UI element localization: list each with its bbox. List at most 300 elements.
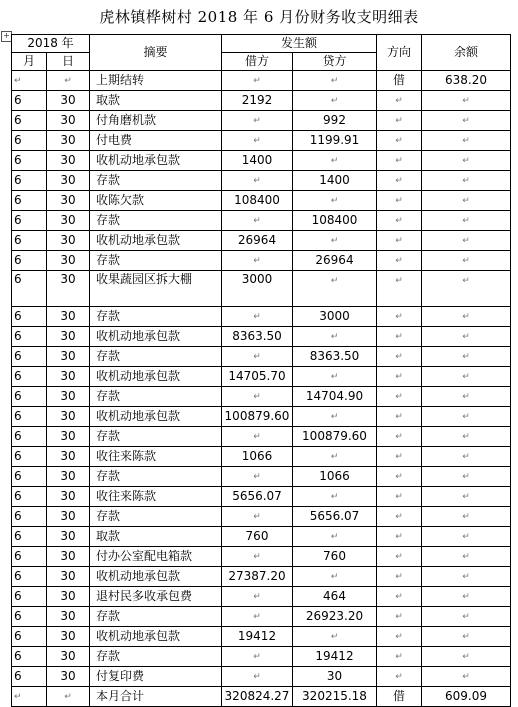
table-row <box>12 647 511 667</box>
summary-cell <box>90 91 222 111</box>
table-row <box>12 447 511 467</box>
cell-text: 30 <box>60 389 76 403</box>
cell-text: 付角磨机款 <box>96 113 157 127</box>
cell-text: 1400 <box>241 153 273 167</box>
year-header: 2018 年 <box>12 35 90 53</box>
paragraph-mark-icon: ↵ <box>253 512 261 522</box>
cell-text: 6 <box>14 529 22 543</box>
direction-cell <box>377 307 422 327</box>
balance-cell <box>422 151 511 171</box>
summary-cell <box>90 507 222 527</box>
day-cell <box>47 307 90 327</box>
cell-text: 26923.20 <box>305 609 364 623</box>
month-cell <box>12 407 47 427</box>
paragraph-mark-icon: ↵ <box>253 592 261 602</box>
paragraph-mark-icon: ↵ <box>395 592 403 602</box>
paragraph-mark-icon: ↵ <box>253 76 261 86</box>
credit-cell <box>293 627 377 647</box>
paragraph-mark-icon: ↵ <box>253 432 261 442</box>
cell-text: 30 <box>60 153 76 167</box>
balance-cell <box>422 567 511 587</box>
cell-text: 30 <box>60 329 76 343</box>
month-cell <box>12 231 47 251</box>
paragraph-mark-icon: ↵ <box>395 492 403 502</box>
summary-cell <box>90 151 222 171</box>
credit-cell <box>293 71 377 91</box>
direction-cell <box>377 447 422 467</box>
debit-cell <box>222 111 293 131</box>
day-cell <box>47 467 90 487</box>
cell-text: 存款 <box>96 349 121 363</box>
cell-text: 取款 <box>96 93 121 107</box>
paragraph-mark-icon: ↵ <box>253 136 261 146</box>
cell-text: 存款 <box>96 309 121 323</box>
cell-text: 收机动地承包款 <box>96 329 181 343</box>
table-row <box>12 427 511 447</box>
paragraph-mark-icon: ↵ <box>395 412 403 422</box>
cell-text: 30 <box>326 669 343 683</box>
paragraph-mark-icon: ↵ <box>462 552 470 562</box>
day-cell <box>47 547 90 567</box>
paragraph-mark-icon: ↵ <box>462 256 470 266</box>
cell-text: 30 <box>60 649 76 663</box>
credit-cell <box>293 427 377 447</box>
summary-cell <box>90 171 222 191</box>
paragraph-mark-icon: ↵ <box>462 196 470 206</box>
paragraph-mark-icon: ↵ <box>64 76 72 86</box>
cell-text: 30 <box>60 213 76 227</box>
paragraph-mark-icon: ↵ <box>253 472 261 482</box>
summary-cell <box>90 191 222 211</box>
summary-cell <box>90 307 222 327</box>
cell-text: 30 <box>60 93 76 107</box>
summary-cell <box>90 627 222 647</box>
month-cell <box>12 427 47 447</box>
paragraph-mark-icon: ↵ <box>330 492 339 502</box>
table-move-handle-icon[interactable]: + <box>1 31 12 42</box>
day-cell <box>47 191 90 211</box>
direction-cell <box>377 647 422 667</box>
month-cell <box>12 91 47 111</box>
credit-cell <box>293 367 377 387</box>
summary-cell <box>90 527 222 547</box>
paragraph-mark-icon: ↵ <box>395 176 403 186</box>
paragraph-mark-icon: ↵ <box>462 412 470 422</box>
summary-cell <box>90 547 222 567</box>
cell-text: 收往来陈款 <box>96 489 157 503</box>
balance-cell <box>422 91 511 111</box>
direction-cell <box>377 347 422 367</box>
month-cell <box>12 347 47 367</box>
cell-text: 320824.27 <box>224 689 290 703</box>
day-cell <box>47 251 90 271</box>
direction-cell <box>377 327 422 347</box>
paragraph-mark-icon: ↵ <box>462 332 470 342</box>
cell-text: 付电费 <box>96 133 133 147</box>
cell-text: 30 <box>60 669 76 683</box>
cell-text: 760 <box>323 549 346 563</box>
direction-cell <box>377 231 422 251</box>
paragraph-mark-icon: ↵ <box>253 652 261 662</box>
summary-cell <box>90 607 222 627</box>
paragraph-mark-icon: ↵ <box>253 612 261 622</box>
cell-text: 6 <box>14 173 22 187</box>
direction-cell <box>377 211 422 231</box>
cell-text: 992 <box>323 113 346 127</box>
balance-cell <box>422 327 511 347</box>
paragraph-mark-icon: ↵ <box>330 276 339 286</box>
paragraph-mark-icon: ↵ <box>462 276 470 286</box>
table-row <box>12 587 511 607</box>
direction-cell <box>377 171 422 191</box>
cell-text: 6 <box>14 193 22 207</box>
paragraph-mark-icon: ↵ <box>462 236 470 246</box>
cell-text: 6 <box>14 409 22 423</box>
cell-text: 6 <box>14 113 22 127</box>
paragraph-mark-icon: ↵ <box>395 256 403 266</box>
cell-text: 14705.70 <box>228 369 286 383</box>
debit-header: 借方 <box>222 53 293 71</box>
month-cell <box>12 567 47 587</box>
paragraph-mark-icon: ↵ <box>462 352 470 362</box>
balance-cell <box>422 347 511 367</box>
debit-cell <box>222 667 293 687</box>
balance-cell <box>422 467 511 487</box>
paragraph-mark-icon: ↵ <box>395 612 403 622</box>
cell-text: 6 <box>14 133 22 147</box>
balance-cell <box>422 487 511 507</box>
day-cell <box>47 231 90 251</box>
table-row <box>12 567 511 587</box>
paragraph-mark-icon: ↵ <box>395 552 403 562</box>
direction-cell <box>377 191 422 211</box>
month-cell <box>12 271 47 307</box>
credit-cell <box>293 467 377 487</box>
cell-text: 6 <box>14 329 22 343</box>
debit-cell <box>222 427 293 447</box>
credit-cell <box>293 211 377 231</box>
cell-text: 8363.50 <box>232 329 282 343</box>
paragraph-mark-icon: ↵ <box>253 552 261 562</box>
paragraph-mark-icon: ↵ <box>395 196 403 206</box>
month-cell <box>12 131 47 151</box>
cell-text: 30 <box>60 449 76 463</box>
cell-text: 6 <box>14 272 22 286</box>
paragraph-mark-icon: ↵ <box>462 432 470 442</box>
balance-cell <box>422 271 511 307</box>
cell-text: 存款 <box>96 469 121 483</box>
paragraph-mark-icon: ↵ <box>462 612 470 622</box>
balance-cell <box>422 407 511 427</box>
cell-text: 借 <box>392 689 405 703</box>
month-cell <box>12 151 47 171</box>
paragraph-mark-icon: ↵ <box>253 392 261 402</box>
table-row <box>12 251 511 271</box>
cell-text: 1400 <box>319 173 350 187</box>
debit-cell <box>222 231 293 251</box>
balance-cell <box>422 667 511 687</box>
table-row <box>12 271 511 307</box>
paragraph-mark-icon: ↵ <box>330 532 339 542</box>
cell-text: 8363.50 <box>309 349 360 363</box>
debit-cell <box>222 347 293 367</box>
month-cell <box>12 111 47 131</box>
paragraph-mark-icon: ↵ <box>253 216 261 226</box>
paragraph-mark-icon: ↵ <box>395 432 403 442</box>
cell-text: 6 <box>14 349 22 363</box>
paragraph-mark-icon: ↵ <box>395 136 403 146</box>
table-row <box>12 131 511 151</box>
debit-cell <box>222 367 293 387</box>
credit-cell <box>293 547 377 567</box>
day-cell <box>47 447 90 467</box>
cell-text: 26964 <box>237 233 277 247</box>
credit-cell <box>293 271 377 307</box>
month-cell <box>12 191 47 211</box>
cell-text: 5656.07 <box>232 489 282 503</box>
cell-text: 100879.60 <box>302 429 367 443</box>
paragraph-mark-icon: ↵ <box>395 632 403 642</box>
debit-cell <box>222 567 293 587</box>
cell-text: 付办公室配电箱款 <box>96 549 193 563</box>
table-row <box>12 467 511 487</box>
direction-cell <box>377 667 422 687</box>
paragraph-mark-icon: ↵ <box>14 76 22 86</box>
cell-text: 5656.07 <box>309 509 360 523</box>
balance-cell <box>422 131 511 151</box>
cell-text: 借 <box>392 73 405 87</box>
direction-cell <box>377 111 422 131</box>
summary-cell <box>90 447 222 467</box>
paragraph-mark-icon: ↵ <box>395 312 403 322</box>
summary-cell <box>90 271 222 307</box>
credit-cell <box>293 251 377 271</box>
table-row <box>12 547 511 567</box>
paragraph-mark-icon: ↵ <box>330 572 339 582</box>
cell-text: 6 <box>14 609 22 623</box>
cell-text: 320215.18 <box>302 689 367 703</box>
debit-cell <box>222 407 293 427</box>
cell-text: 退村民多收承包费 <box>96 589 193 603</box>
summary-cell <box>90 567 222 587</box>
paragraph-mark-icon: ↵ <box>330 96 339 106</box>
debit-cell <box>222 627 293 647</box>
credit-cell <box>293 191 377 211</box>
cell-text: 收陈欠款 <box>96 193 145 207</box>
day-cell <box>47 91 90 111</box>
day-cell <box>47 347 90 367</box>
paragraph-mark-icon: ↵ <box>462 632 470 642</box>
day-cell <box>47 271 90 307</box>
cell-text: 30 <box>60 253 76 267</box>
day-cell <box>47 367 90 387</box>
cell-text: 6 <box>14 153 22 167</box>
paragraph-mark-icon: ↵ <box>395 116 403 126</box>
debit-cell <box>222 447 293 467</box>
paragraph-mark-icon: ↵ <box>462 672 470 682</box>
amount-header: 发生额 <box>222 35 377 53</box>
cell-text: 存款 <box>96 173 121 187</box>
header-row-1 <box>12 35 511 53</box>
cell-text: 6 <box>14 669 22 683</box>
cell-text: 6 <box>14 213 22 227</box>
table-row <box>12 667 511 687</box>
summary-cell <box>90 667 222 687</box>
cell-text: 付复印费 <box>96 669 145 683</box>
cell-text: 收机动地承包款 <box>96 369 181 383</box>
credit-header: 贷方 <box>293 53 377 71</box>
cell-text: 30 <box>60 309 76 323</box>
cell-text: 1066 <box>319 469 350 483</box>
summary-cell <box>90 487 222 507</box>
paragraph-mark-icon: ↵ <box>330 196 339 206</box>
direction-cell <box>377 131 422 151</box>
paragraph-mark-icon: ↵ <box>330 372 339 382</box>
table-row <box>12 687 511 707</box>
month-cell <box>12 387 47 407</box>
cell-text: 上期结转 <box>96 73 145 87</box>
credit-cell <box>293 111 377 131</box>
credit-cell <box>293 667 377 687</box>
paragraph-mark-icon: ↵ <box>395 332 403 342</box>
debit-cell <box>222 607 293 627</box>
paragraph-mark-icon: ↵ <box>462 312 470 322</box>
cell-text: 存款 <box>96 389 121 403</box>
month-cell <box>12 367 47 387</box>
summary-cell <box>90 387 222 407</box>
paragraph-mark-icon: ↵ <box>395 352 403 362</box>
paragraph-mark-icon: ↵ <box>330 236 339 246</box>
direction-header: 方向 <box>377 35 422 71</box>
cell-text: 6 <box>14 569 22 583</box>
paragraph-mark-icon: ↵ <box>253 116 261 126</box>
cell-text: 6 <box>14 429 22 443</box>
day-cell <box>47 111 90 131</box>
debit-cell <box>222 647 293 667</box>
direction-cell <box>377 387 422 407</box>
credit-cell <box>293 527 377 547</box>
summary-cell <box>90 131 222 151</box>
day-cell <box>47 131 90 151</box>
cell-text: 6 <box>14 93 22 107</box>
paragraph-mark-icon: ↵ <box>462 136 470 146</box>
month-cell <box>12 687 47 707</box>
day-cell <box>47 487 90 507</box>
cell-text: 27387.20 <box>228 569 286 583</box>
table-row <box>12 527 511 547</box>
paragraph-mark-icon: ↵ <box>462 176 470 186</box>
balance-cell <box>422 251 511 271</box>
paragraph-mark-icon: ↵ <box>330 632 339 642</box>
summary-cell <box>90 367 222 387</box>
debit-cell <box>222 487 293 507</box>
balance-cell <box>422 447 511 467</box>
cell-text: 取款 <box>96 529 121 543</box>
paragraph-mark-icon: ↵ <box>462 392 470 402</box>
credit-cell <box>293 171 377 191</box>
day-cell <box>47 667 90 687</box>
balance-cell <box>422 587 511 607</box>
cell-text: 30 <box>60 369 76 383</box>
debit-cell <box>222 307 293 327</box>
balance-cell <box>422 507 511 527</box>
summary-cell <box>90 347 222 367</box>
direction-cell <box>377 567 422 587</box>
direction-cell <box>377 507 422 527</box>
summary-cell <box>90 587 222 607</box>
cell-text: 存款 <box>96 253 121 267</box>
paragraph-mark-icon: ↵ <box>462 216 470 226</box>
debit-cell <box>222 587 293 607</box>
paragraph-mark-icon: ↵ <box>395 512 403 522</box>
table-row <box>12 171 511 191</box>
cell-text: 收机动地承包款 <box>96 569 181 583</box>
month-cell <box>12 307 47 327</box>
credit-cell <box>293 507 377 527</box>
credit-cell <box>293 307 377 327</box>
balance-cell <box>422 307 511 327</box>
cell-text: 6 <box>14 469 22 483</box>
credit-cell <box>293 387 377 407</box>
cell-text: 1066 <box>241 449 273 463</box>
paragraph-mark-icon: ↵ <box>330 76 339 86</box>
table-row <box>12 607 511 627</box>
debit-cell <box>222 507 293 527</box>
paragraph-mark-icon: ↵ <box>395 372 403 382</box>
summary-cell <box>90 231 222 251</box>
cell-text: 30 <box>60 569 76 583</box>
cell-text: 收机动地承包款 <box>96 233 181 247</box>
summary-cell <box>90 467 222 487</box>
month-cell <box>12 171 47 191</box>
table-row <box>12 211 511 231</box>
debit-cell <box>222 467 293 487</box>
balance-cell <box>422 111 511 131</box>
balance-cell <box>422 171 511 191</box>
summary-cell <box>90 111 222 131</box>
credit-cell <box>293 347 377 367</box>
cell-text: 6 <box>14 449 22 463</box>
cell-text: 存款 <box>96 213 121 227</box>
debit-cell <box>222 191 293 211</box>
summary-cell <box>90 251 222 271</box>
direction-cell <box>377 527 422 547</box>
day-cell <box>47 567 90 587</box>
paragraph-mark-icon: ↵ <box>462 116 470 126</box>
month-cell <box>12 251 47 271</box>
table-row <box>12 487 511 507</box>
day-cell <box>47 407 90 427</box>
credit-cell <box>293 647 377 667</box>
cell-text: 本月合计 <box>96 689 145 703</box>
cell-text: 收机动地承包款 <box>96 153 181 167</box>
cell-text: 30 <box>60 193 76 207</box>
direction-cell <box>377 547 422 567</box>
balance-cell <box>422 687 511 707</box>
credit-cell <box>293 487 377 507</box>
paragraph-mark-icon: ↵ <box>462 372 470 382</box>
day-cell <box>47 527 90 547</box>
credit-cell <box>293 587 377 607</box>
debit-cell <box>222 131 293 151</box>
balance-cell <box>422 211 511 231</box>
debit-cell <box>222 271 293 307</box>
cell-text: 26964 <box>315 253 354 267</box>
month-cell <box>12 447 47 467</box>
month-cell <box>12 667 47 687</box>
cell-text: 30 <box>60 133 76 147</box>
paragraph-mark-icon: ↵ <box>330 156 339 166</box>
